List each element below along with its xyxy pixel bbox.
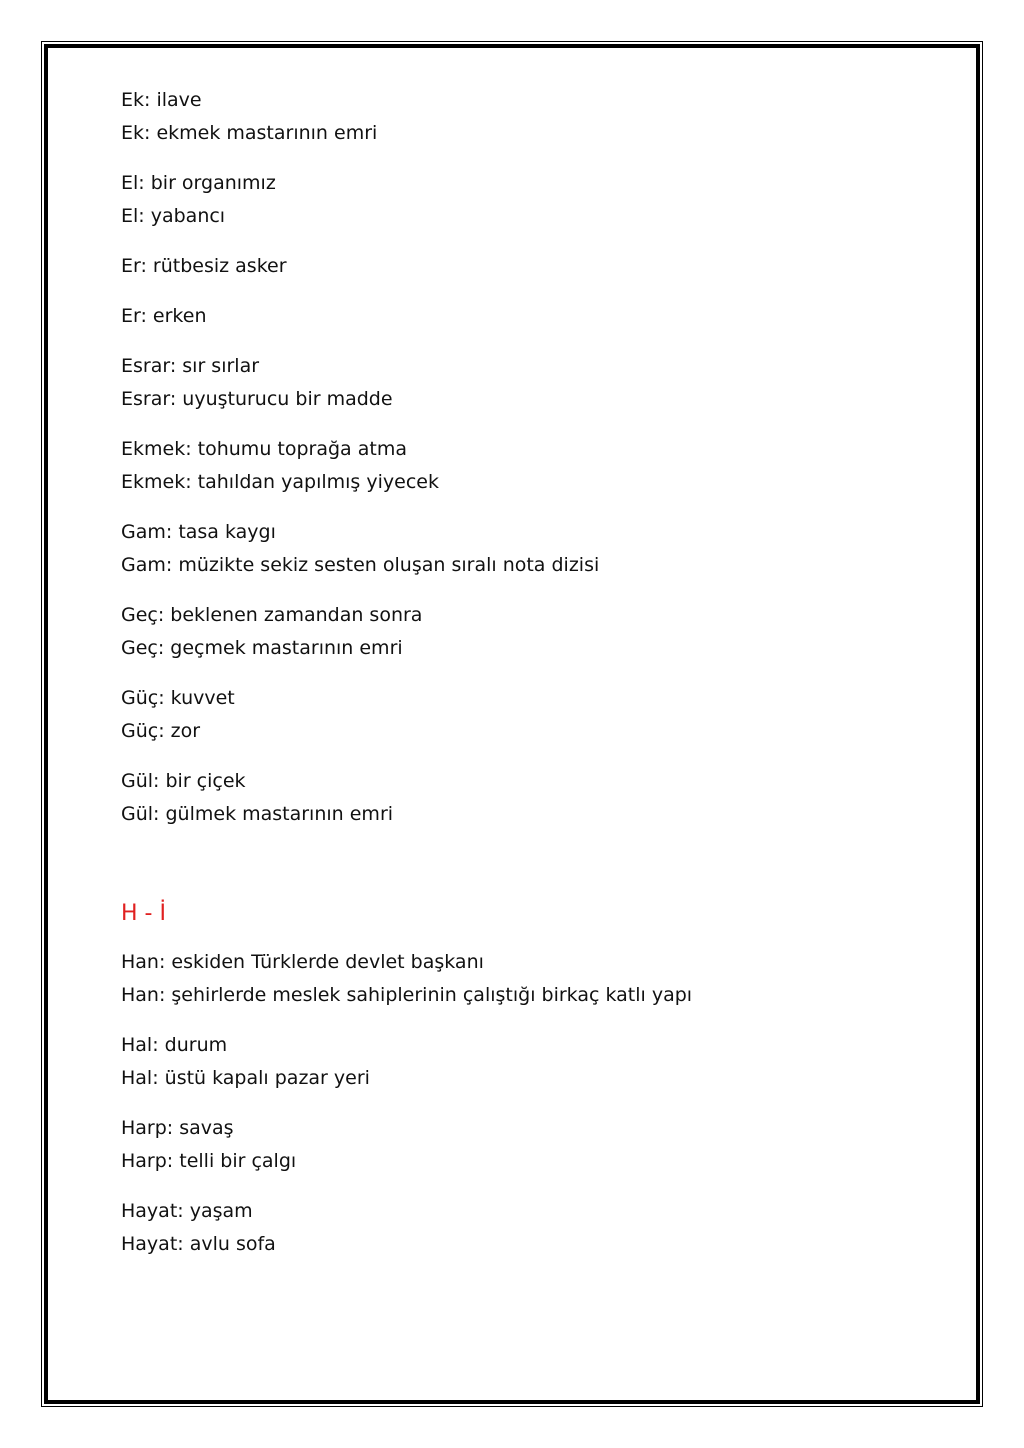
definition-group [121, 350, 941, 416]
document-body [121, 84, 941, 1278]
definition-group [121, 1112, 941, 1178]
definition-line: Esrar: sır sırlar [121, 355, 260, 377]
definition-group [121, 1029, 941, 1095]
definition-line: Ekmek: tahıldan yapılmış yiyecek [121, 471, 439, 493]
definition-group [121, 946, 941, 1012]
definition-line: Gam: müzikte sekiz sesten oluşan sıralı nota dizisi [121, 554, 600, 576]
section [121, 84, 941, 831]
section-heading: H - İ [121, 901, 166, 926]
definition-line: Hayat: yaşam [121, 1200, 253, 1222]
definition-line: Han: şehirlerde meslek sahiplerinin çalıştığı birkaç katlı yapı [121, 984, 693, 1006]
definition-line: Er: rütbesiz asker [121, 255, 287, 277]
definition-line: Gül: gülmek mastarının emri [121, 803, 394, 825]
definition-group [121, 599, 941, 665]
definition-line: Ek: ilave [121, 89, 202, 111]
definition-group [121, 167, 941, 233]
definition-line: Harp: savaş [121, 1117, 234, 1139]
definition-line: El: bir organımız [121, 172, 276, 194]
definition-line: Güç: kuvvet [121, 687, 235, 709]
definition-group [121, 433, 941, 499]
definition-line: Ekmek: tohumu toprağa atma [121, 438, 407, 460]
definition-group [121, 300, 941, 333]
definition-group [121, 682, 941, 748]
definition-line: Er: erken [121, 305, 207, 327]
definition-line: Ek: ekmek mastarının emri [121, 122, 378, 144]
definition-line: Esrar: uyuşturucu bir madde [121, 388, 393, 410]
definition-group [121, 84, 941, 150]
definition-line: Han: eskiden Türklerde devlet başkanı [121, 951, 484, 973]
section [121, 897, 941, 1261]
definition-line: Hayat: avlu sofa [121, 1233, 276, 1255]
definition-line: Gam: tasa kaygı [121, 521, 276, 543]
definition-line: Güç: zor [121, 720, 201, 742]
definition-line: Geç: beklenen zamandan sonra [121, 604, 423, 626]
definition-line: Hal: durum [121, 1034, 228, 1056]
definition-group [121, 250, 941, 283]
definition-line: Gül: bir çiçek [121, 770, 246, 792]
definition-group [121, 516, 941, 582]
definition-line: El: yabancı [121, 205, 226, 227]
definition-line: Harp: telli bir çalgı [121, 1150, 297, 1172]
definition-line: Hal: üstü kapalı pazar yeri [121, 1067, 370, 1089]
definition-group [121, 1195, 941, 1261]
definition-line: Geç: geçmek mastarının emri [121, 637, 403, 659]
definition-group [121, 765, 941, 831]
